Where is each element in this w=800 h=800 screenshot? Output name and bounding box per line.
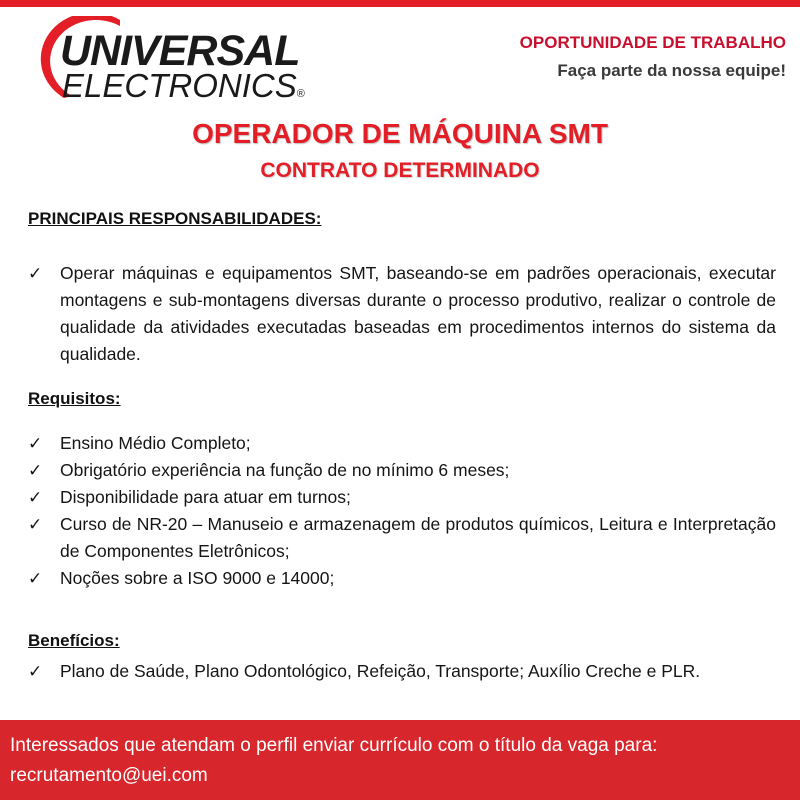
check-icon: ✓: [28, 488, 43, 507]
logo-word-electronics: ELECTRONICS®: [62, 67, 305, 104]
responsibilities-heading: PRINCIPAIS RESPONSABILIDADES:: [28, 209, 322, 228]
header-tagline: [520, 32, 786, 82]
check-icon: ✓: [28, 662, 43, 681]
job-opportunity-label: OPORTUNIDADE DE TRABALHO: [519, 33, 786, 52]
responsibilities-section: [28, 208, 776, 368]
requirements-section: [28, 388, 776, 592]
check-icon: ✓: [28, 434, 43, 453]
check-icon: ✓: [28, 569, 43, 588]
job-title: OPERADOR DE MÁQUINA SMT: [192, 118, 608, 149]
requirements-heading: Requisitos:: [28, 389, 121, 408]
benefits-section: [28, 630, 776, 685]
list-item: ✓ Obrigatório experiência na função de no mínimo 6 meses;: [28, 457, 776, 484]
company-logo: [24, 16, 304, 106]
contact-email[interactable]: recrutamento@uei.com: [10, 765, 208, 786]
list-item: ✓ Operar máquinas e equipamentos SMT, baseando-se em padrões operacionais, executar montagens e sub-montagens diversas durante o processo produtivo, realizar o controle de qualidade da atividades executadas baseadas em procedimentos internos do sistema da qualidade.: [28, 260, 776, 368]
top-accent-bar: [0, 0, 800, 7]
list-item: ✓ Curso de NR-20 – Manuseio e armazenagem de produtos químicos, Leitura e Interpretação de Componentes Eletrônicos;: [28, 511, 776, 565]
join-team-label: Faça parte da nossa equipe!: [557, 61, 786, 80]
list-item: ✓ Noções sobre a ISO 9000 e 14000;: [28, 565, 776, 592]
list-item: ✓ Plano de Saúde, Plano Odontológico, Refeição, Transporte; Auxílio Creche e PLR.: [28, 658, 776, 685]
check-icon: ✓: [28, 515, 43, 534]
footer-banner: [0, 720, 800, 800]
check-icon: ✓: [28, 264, 43, 283]
check-icon: ✓: [28, 461, 43, 480]
benefits-heading: Benefícios:: [28, 631, 120, 650]
list-item: ✓ Disponibilidade para atuar em turnos;: [28, 484, 776, 511]
list-item: ✓ Ensino Médio Completo;: [28, 430, 776, 457]
logo-word-universal: UNIVERSAL: [60, 27, 300, 75]
contract-type: CONTRATO DETERMINADO: [260, 159, 540, 182]
footer-instructions: Interessados que atendam o perfil enviar currículo com o título da vaga para:: [10, 735, 658, 756]
